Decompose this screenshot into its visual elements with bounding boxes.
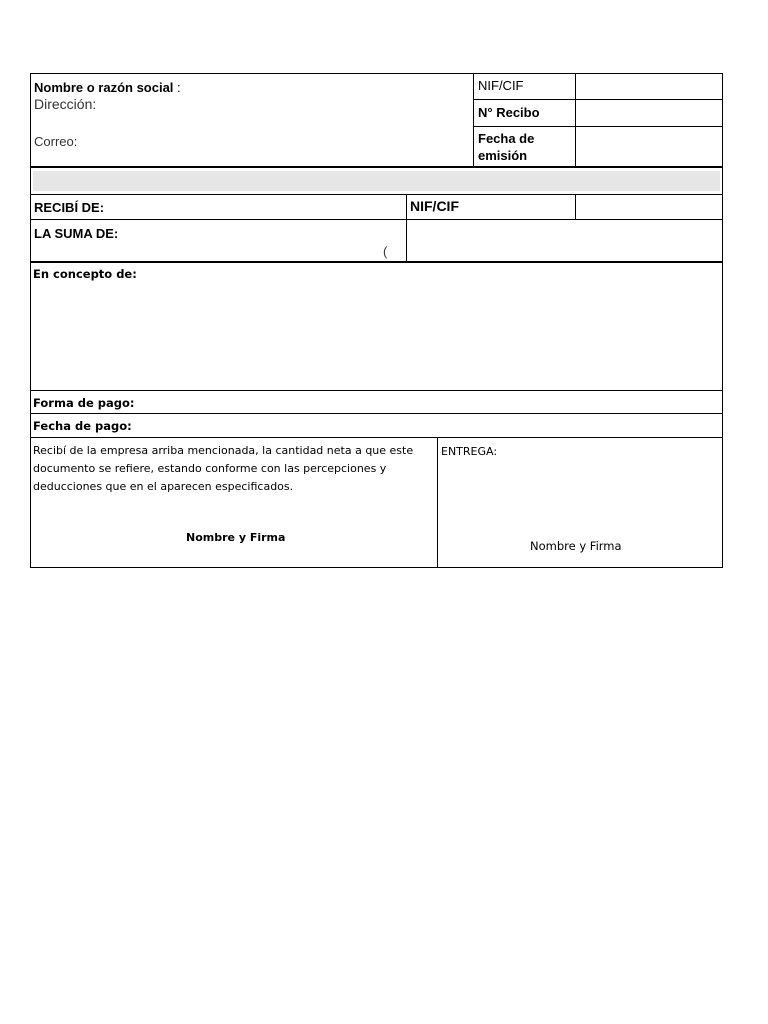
direccion-label: Dirección: — [34, 96, 97, 112]
header-bottom-line — [30, 166, 723, 168]
firma-right-label: Nombre y Firma — [530, 539, 622, 553]
concepto-bottom-line — [30, 390, 723, 391]
band-bottom-line — [30, 194, 723, 195]
fecha-emision-value[interactable] — [580, 133, 718, 163]
footer-divider — [437, 437, 438, 568]
fecha-emision-label-1: Fecha de — [478, 131, 535, 146]
border-right — [722, 73, 723, 568]
header-divider-2 — [575, 73, 576, 167]
nif-cif-label: NIF/CIF — [478, 78, 524, 93]
suma-bottom-line — [30, 261, 723, 263]
forma-pago-label: Forma de pago: — [33, 396, 135, 410]
recibo-value[interactable] — [580, 105, 718, 121]
declaration-line-1: Recibí de la empresa arriba mencionada, la cantidad neta a que este — [33, 444, 414, 457]
fecha-pago-label: Fecha de pago: — [33, 419, 132, 433]
recibi-bottom-line — [30, 219, 723, 220]
nombre-label: Nombre o razón social : — [34, 80, 181, 95]
fecha-pago-bottom-line — [30, 437, 723, 438]
recibo-label: N° Recibo — [478, 105, 540, 120]
firma-left-label: Nombre y Firma — [186, 531, 286, 544]
recibi-divider-1 — [406, 194, 407, 262]
suma-label: LA SUMA DE: — [34, 226, 119, 241]
border-left — [30, 73, 31, 568]
fecha-emision-label-2: emisión — [478, 148, 528, 163]
header-row-line-1 — [473, 99, 723, 100]
recibi-nif-cif-value[interactable] — [580, 200, 718, 216]
suma-paren: ( — [383, 244, 388, 259]
border-top — [30, 73, 723, 74]
border-bottom — [30, 567, 723, 568]
concepto-label: En concepto de: — [33, 267, 137, 281]
header-row-line-2 — [473, 126, 723, 127]
recibi-divider-2 — [575, 194, 576, 219]
nif-cif-value[interactable] — [580, 78, 718, 94]
declaration-line-3: deducciones que en el aparecen especificados. — [33, 480, 294, 493]
forma-pago-bottom-line — [30, 413, 723, 414]
declaration-line-2: documento se refiere, estando conforme con las percepciones y — [33, 462, 387, 475]
entrega-label: ENTREGA: — [441, 445, 498, 458]
correo-label: Correo: — [34, 134, 78, 149]
recibi-label: RECIBÍ DE: — [34, 200, 105, 215]
receipt-form — [30, 73, 723, 568]
header-divider-1 — [473, 73, 474, 167]
shaded-band — [33, 171, 720, 191]
recibi-nif-cif-label: NIF/CIF — [410, 198, 459, 214]
